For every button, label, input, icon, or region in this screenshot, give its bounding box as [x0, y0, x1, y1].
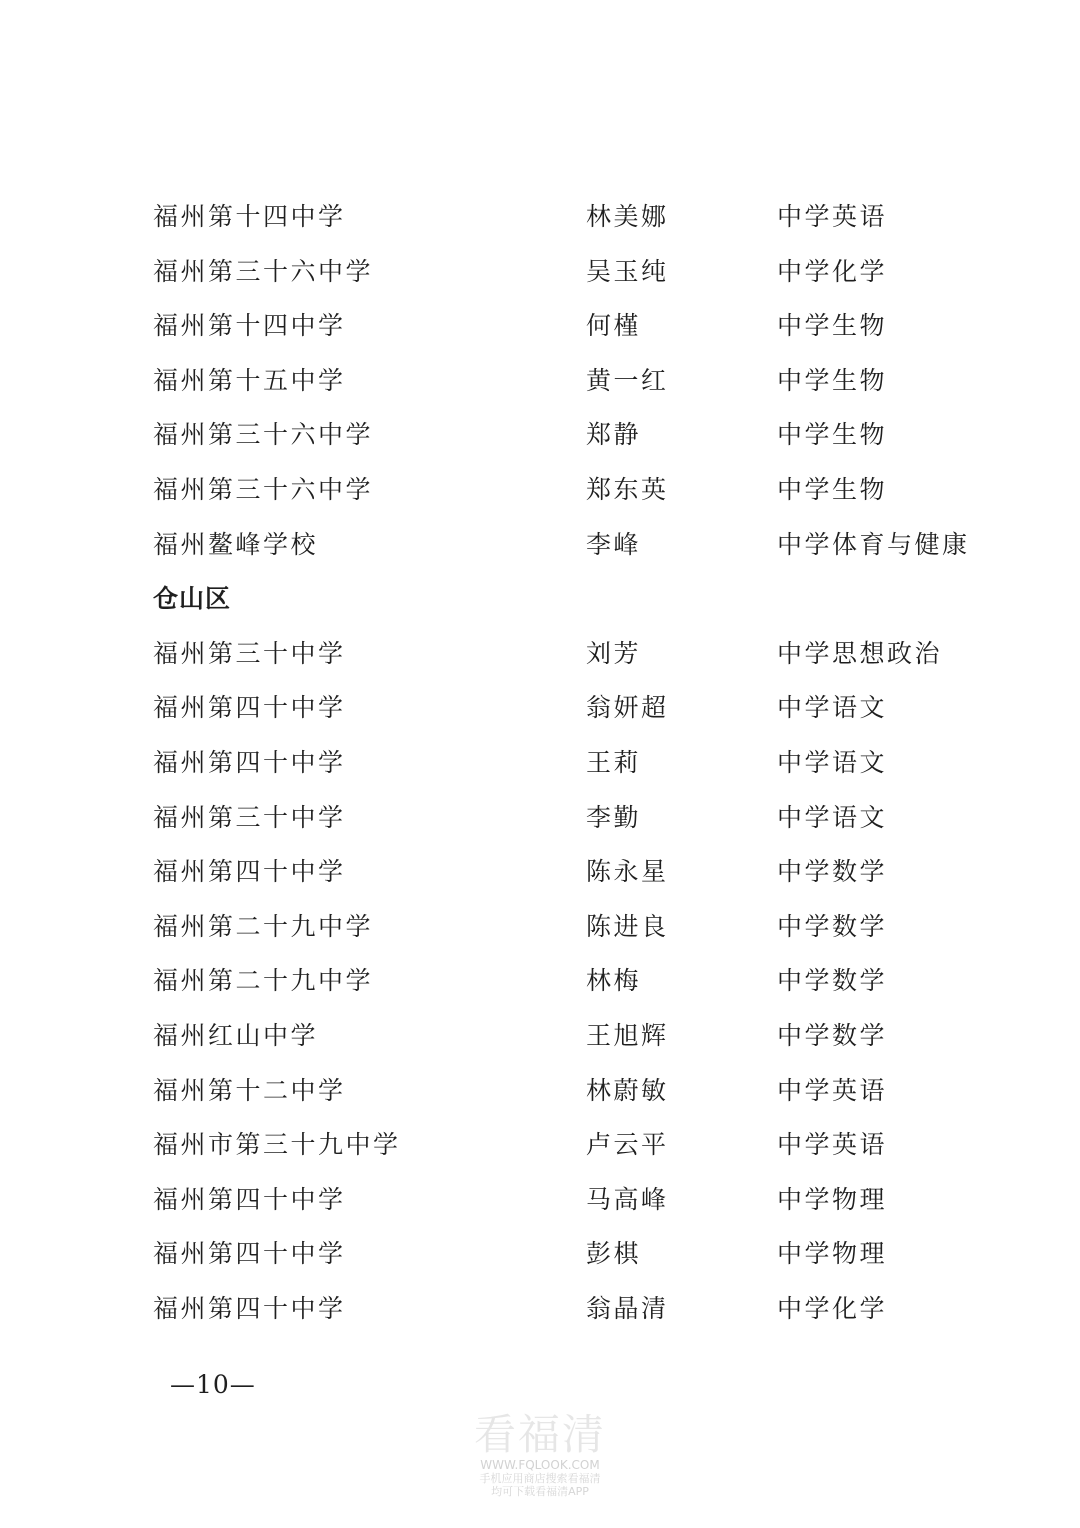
list-row: [0, 408, 1080, 463]
subject-name: 中学语文: [777, 693, 888, 723]
page-number: —10—: [170, 1370, 256, 1399]
subject-name: 中学数学: [777, 857, 888, 887]
subject-name: 中学数学: [777, 1020, 888, 1050]
subject-name: 中学化学: [777, 256, 888, 286]
subject-name: 中学语文: [777, 747, 888, 777]
watermark-line-1: 手机应用商店搜索看福清: [479, 1472, 601, 1485]
list-row: [0, 1009, 1080, 1064]
list-row: [0, 518, 1080, 573]
subject-name: 中学物理: [777, 1239, 888, 1269]
teacher-name: 李勤: [586, 802, 642, 832]
school-name: 福州第三十中学: [153, 638, 346, 668]
list-row: [0, 736, 1080, 791]
teacher-name: 何槿: [586, 311, 642, 341]
teacher-name: 马高峰: [586, 1184, 669, 1214]
list-row: [0, 681, 1080, 736]
subject-name: 中学体育与健康: [777, 529, 970, 559]
subject-name: 中学生物: [777, 420, 888, 450]
school-name: 福州第十二中学: [153, 1075, 346, 1105]
teacher-name: 吴玉纯: [586, 256, 669, 286]
subject-name: 中学数学: [777, 966, 888, 996]
school-name: 福州第十四中学: [153, 202, 346, 231]
list-row: [0, 791, 1080, 846]
teacher-name: 郑静: [586, 420, 642, 450]
school-name: 福州第三十中学: [153, 802, 346, 832]
teacher-list: [0, 190, 1080, 1336]
watermark-logo: 看福清: [473, 1410, 606, 1459]
teacher-name: 翁妍超: [586, 693, 669, 723]
subject-name: 中学生物: [777, 474, 888, 504]
list-row: [0, 1064, 1080, 1119]
watermark-line-2: 均可下载看福清APP: [491, 1485, 589, 1498]
subject-name: 中学化学: [777, 1293, 888, 1323]
list-row: [0, 1173, 1080, 1228]
school-name: 福州第二十九中学: [153, 966, 374, 996]
teacher-name: 卢云平: [586, 1130, 669, 1160]
list-row: [0, 1227, 1080, 1282]
list-row: [0, 845, 1080, 900]
teacher-name: 陈永星: [586, 857, 669, 887]
subject-name: 中学物理: [777, 1184, 888, 1214]
section-row: [0, 572, 1080, 627]
list-row: [0, 900, 1080, 955]
subject-name: 中学英语: [777, 202, 888, 231]
teacher-name: 彭棋: [586, 1239, 642, 1269]
school-name: 福州第四十中学: [153, 857, 346, 887]
teacher-name: 李峰: [586, 529, 642, 559]
subject-name: 中学英语: [777, 1075, 888, 1105]
teacher-name: 郑东英: [586, 474, 669, 504]
school-name: 福州市第三十九中学: [153, 1130, 401, 1160]
list-row: [0, 354, 1080, 409]
list-row: [0, 1118, 1080, 1173]
subject-name: 中学生物: [777, 311, 888, 341]
teacher-name: 王旭辉: [586, 1020, 669, 1050]
watermark-url: WWW.FQLOOK.COM: [480, 1458, 600, 1472]
school-name: 福州第三十六中学: [153, 420, 374, 450]
teacher-name: 王莉: [586, 747, 642, 777]
subject-name: 中学数学: [777, 911, 888, 941]
school-name: 福州第四十中学: [153, 1293, 346, 1323]
section-heading: 仓山区: [153, 584, 232, 614]
subject-name: 中学英语: [777, 1130, 888, 1160]
list-row: [0, 190, 1080, 245]
teacher-name: 林美娜: [586, 202, 669, 231]
watermark: [440, 1412, 640, 1498]
teacher-name: 黄一红: [586, 365, 669, 395]
teacher-name: 陈进良: [586, 911, 669, 941]
subject-name: 中学思想政治: [777, 638, 943, 668]
subject-name: 中学生物: [777, 365, 888, 395]
school-name: 福州第十五中学: [153, 365, 346, 395]
teacher-name: 翁晶清: [586, 1293, 669, 1323]
school-name: 福州第四十中学: [153, 1184, 346, 1214]
school-name: 福州第四十中学: [153, 1239, 346, 1269]
teacher-name: 林蔚敏: [586, 1075, 669, 1105]
school-name: 福州第二十九中学: [153, 911, 374, 941]
list-row: [0, 1282, 1080, 1337]
school-name: 福州第四十中学: [153, 747, 346, 777]
school-name: 福州第四十中学: [153, 693, 346, 723]
list-row: [0, 627, 1080, 682]
teacher-name: 刘芳: [586, 638, 642, 668]
school-name: 福州第十四中学: [153, 311, 346, 341]
teacher-name: 林梅: [586, 966, 642, 996]
school-name: 福州鳌峰学校: [153, 529, 319, 559]
school-name: 福州第三十六中学: [153, 256, 374, 286]
school-name: 福州红山中学: [153, 1020, 319, 1050]
school-name: 福州第三十六中学: [153, 474, 374, 504]
list-row: [0, 954, 1080, 1009]
subject-name: 中学语文: [777, 802, 888, 832]
list-row: [0, 463, 1080, 518]
list-row: [0, 299, 1080, 354]
list-row: [0, 245, 1080, 300]
